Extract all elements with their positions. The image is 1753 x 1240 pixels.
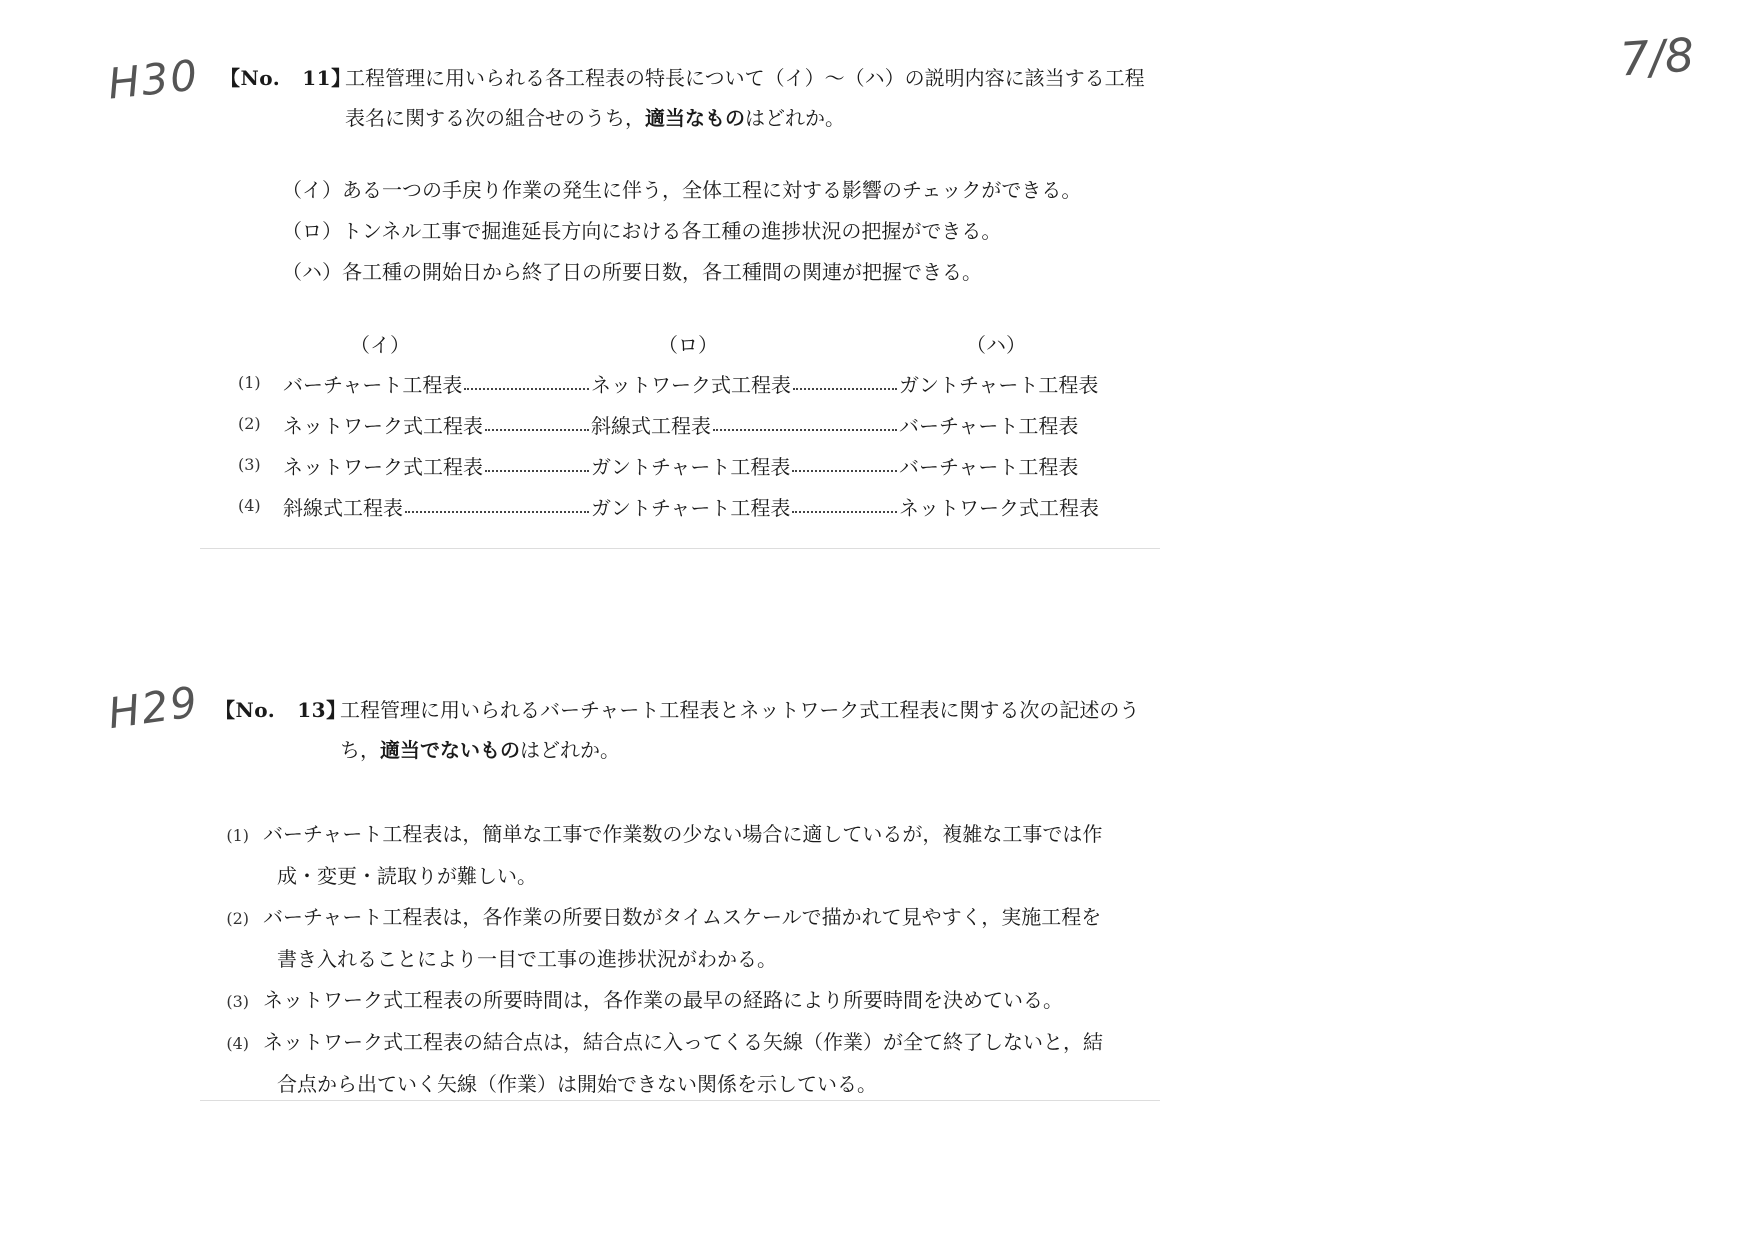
- option-table: [220, 329, 1160, 533]
- question-13: [215, 690, 1160, 1105]
- question-11: [220, 58, 1160, 533]
- option-row[interactable]: [220, 451, 1160, 492]
- answer-text-continued: 成・変更・読取りが難しい。: [277, 864, 537, 888]
- column-header-ha: （ハ）: [966, 333, 1026, 357]
- statement-ha: （ハ）各工種の開始日から終了日の所要日数，各工種間の関連が把握できる。: [282, 260, 982, 284]
- answer-text: ネットワーク式工程表の所要時間は，各作業の最早の経路により所要時間を決めている。: [263, 988, 1063, 1012]
- emphasis: 適当なもの: [645, 106, 745, 130]
- leader-dots: [464, 378, 589, 390]
- option-cell: ネットワーク式工程表: [283, 455, 483, 479]
- option-number: (3): [238, 455, 261, 474]
- question-text: 工程管理に用いられるバーチャート工程表とネットワーク式工程表に関する次の記述のうち，適当でないものはどれか。: [340, 698, 1140, 762]
- option-row[interactable]: [220, 492, 1160, 533]
- answer-option-1[interactable]: [215, 814, 1160, 897]
- option-cell: バーチャート工程表: [283, 373, 463, 397]
- option-cell: バーチャート工程表: [899, 414, 1079, 438]
- handwritten-page-number: 7/8: [1618, 27, 1696, 87]
- question-number: 【No. 13】: [215, 698, 347, 722]
- option-cell: ガントチャート工程表: [899, 373, 1099, 397]
- answer-text-continued: 書き入れることにより一目で工事の進捗状況がわかる。: [277, 947, 777, 971]
- statement-i: （イ）ある一つの手戻り作業の発生に伴う，全体工程に対する影響のチェックができる。: [282, 178, 1082, 202]
- option-number: (1): [238, 373, 261, 392]
- section-divider: [200, 548, 1160, 549]
- option-number: (2): [226, 909, 249, 928]
- answer-option-2[interactable]: [215, 897, 1160, 980]
- option-cell: ネットワーク式工程表: [591, 373, 791, 397]
- answer-option-3[interactable]: [215, 980, 1160, 1022]
- answer-list: [215, 814, 1160, 1105]
- statement-ro: （ロ）トンネル工事で掘進延長方向における各工種の進捗状況の把握ができる。: [282, 219, 1002, 243]
- leader-dots: [792, 501, 897, 513]
- leader-dots: [485, 419, 589, 431]
- option-number: (2): [238, 414, 261, 433]
- option-row[interactable]: [220, 369, 1160, 410]
- option-cell: ネットワーク式工程表: [899, 496, 1099, 520]
- option-number: (3): [226, 992, 249, 1011]
- answer-text: ネットワーク式工程表の結合点は，結合点に入ってくる矢線（作業）が全て終了しないと，結: [263, 1030, 1103, 1054]
- answer-option-4[interactable]: [215, 1022, 1160, 1105]
- leader-dots: [485, 460, 589, 472]
- statement-list: [220, 170, 1160, 293]
- option-number: (1): [226, 826, 249, 845]
- answer-text: バーチャート工程表は，簡単な工事で作業数の少ない場合に適しているが，複雑な工事では作: [263, 822, 1103, 846]
- option-cell: バーチャート工程表: [899, 455, 1079, 479]
- option-cell: ガントチャート工程表: [591, 496, 791, 520]
- question-header: [220, 58, 1160, 138]
- option-cell: ネットワーク式工程表: [283, 414, 483, 438]
- handwritten-year-h29: H29: [105, 676, 202, 739]
- question-number: 【No. 11】: [220, 66, 352, 90]
- answer-text-continued: 合点から出ていく矢線（作業）は開始できない関係を示している。: [277, 1072, 877, 1096]
- question-header: [215, 690, 1160, 770]
- option-cell: ガントチャート工程表: [591, 455, 791, 479]
- leader-dots: [713, 419, 897, 431]
- option-cell: 斜線式工程表: [591, 414, 711, 438]
- leader-dots: [793, 378, 897, 390]
- option-cell: 斜線式工程表: [283, 496, 403, 520]
- leader-dots: [405, 501, 589, 513]
- option-number: (4): [238, 496, 261, 515]
- option-number: (4): [226, 1034, 249, 1053]
- option-row[interactable]: [220, 410, 1160, 451]
- handwritten-year-h30: H30: [105, 50, 202, 109]
- leader-dots: [792, 460, 897, 472]
- answer-text: バーチャート工程表は，各作業の所要日数がタイムスケールで描かれて見やすく，実施工程を: [263, 905, 1102, 929]
- column-header-ro: （ロ）: [658, 333, 718, 357]
- section-divider: [200, 1100, 1160, 1101]
- emphasis: 適当でないもの: [380, 738, 520, 762]
- column-header-i: （イ）: [350, 333, 410, 357]
- question-text: 工程管理に用いられる各工程表の特長について（イ）～（ハ）の説明内容に該当する工程表名に関する次の組合せのうち，適当なものはどれか。: [345, 66, 1145, 130]
- column-headers: [220, 329, 1160, 369]
